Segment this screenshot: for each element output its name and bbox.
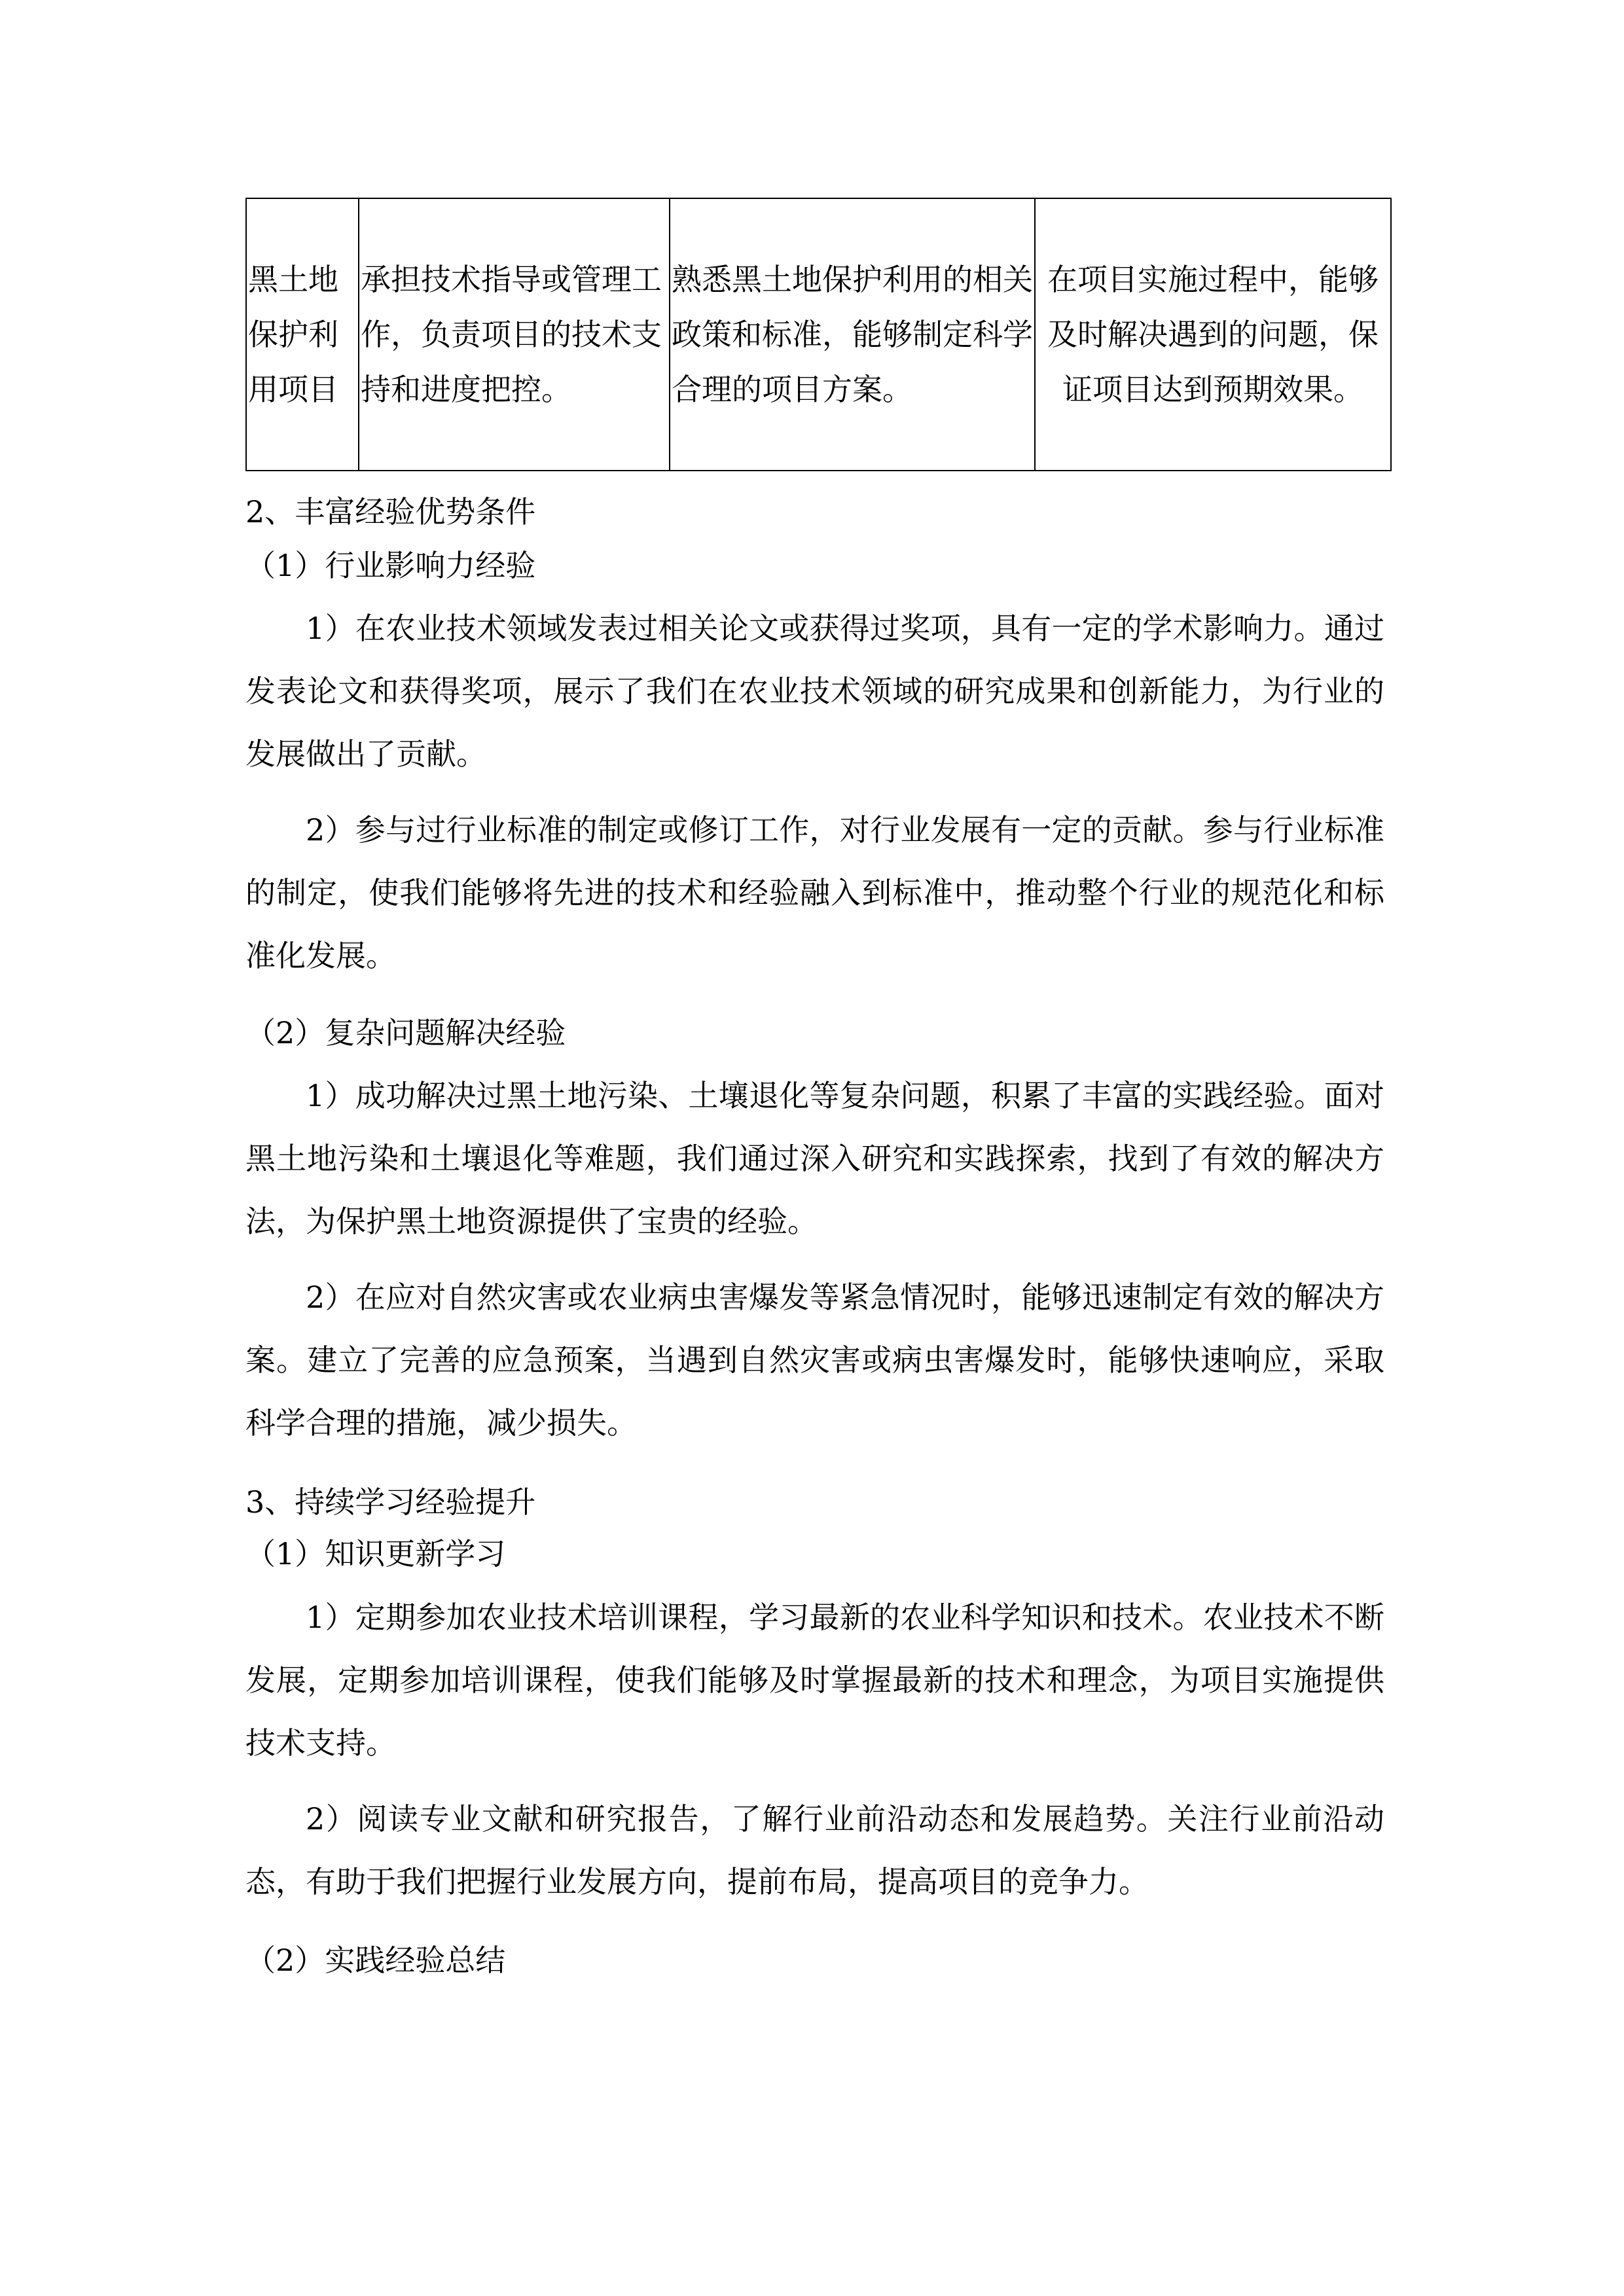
subsection-heading-3-2: （2）实践经验总结	[245, 1943, 506, 1978]
subsection-heading-2-1: （1）行业影响力经验	[245, 548, 536, 583]
subsection-heading-3-1: （1）知识更新学习	[245, 1536, 506, 1571]
paragraph-2-2-2: 2）在应对自然灾害或农业病虫害爆发等紧急情况时，能够迅速制定有效的解决方案。建立了完善的应急预案，当遇到自然灾害或病虫害爆发时，能够快速响应，采取科学合理的措施，减少损失。	[245, 1280, 1384, 1441]
table-cell-capability: 熟悉黑土地保护利用的相关政策和标准，能够制定科学合理的项目方案。	[670, 198, 1035, 471]
section-heading-2: 2、丰富经验优势条件	[245, 494, 536, 529]
paragraph-2-1-1: 1）在农业技术领域发表过相关论文或获得过奖项，具有一定的学术影响力。通过发表论文和获得奖项，展示了我们在农业技术领域的研究成果和创新能力，为行业的发展做出了贡献。	[245, 611, 1384, 772]
table-cell-outcome: 在项目实施过程中，能够及时解决遇到的问题，保证项目达到预期效果。	[1035, 198, 1391, 471]
table-cell-project: 黑土地保护利用项目	[246, 198, 359, 471]
table-cell-role: 承担技术指导或管理工作，负责项目的技术支持和进度把控。	[359, 198, 670, 471]
paragraph-2-1-2: 2）参与过行业标准的制定或修订工作，对行业发展有一定的贡献。参与行业标准的制定，使我们能够将先进的技术和经验融入到标准中，推动整个行业的规范化和标准化发展。	[245, 812, 1384, 973]
section-heading-3: 3、持续学习经验提升	[245, 1484, 536, 1520]
paragraph-3-1-2: 2）阅读专业文献和研究报告，了解行业前沿动态和发展趋势。关注行业前沿动态，有助于我们把握行业发展方向，提前布局，提高项目的竞争力。	[245, 1801, 1384, 1899]
paragraph-3-1-1: 1）定期参加农业技术培训课程，学习最新的农业科学知识和技术。农业技术不断发展，定期参加培训课程，使我们能够及时掌握最新的技术和理念，为项目实施提供技术支持。	[245, 1600, 1384, 1761]
experience-table	[245, 198, 1392, 471]
paragraph-2-2-1: 1）成功解决过黑土地污染、土壤退化等复杂问题，积累了丰富的实践经验。面对黑土地污染和土壤退化等难题，我们通过深入研究和实践探索，找到了有效的解决方法，为保护黑土地资源提供了宝贵的经验。	[245, 1078, 1384, 1239]
table-row	[246, 198, 1391, 471]
subsection-heading-2-2: （2）复杂问题解决经验	[245, 1015, 566, 1050]
